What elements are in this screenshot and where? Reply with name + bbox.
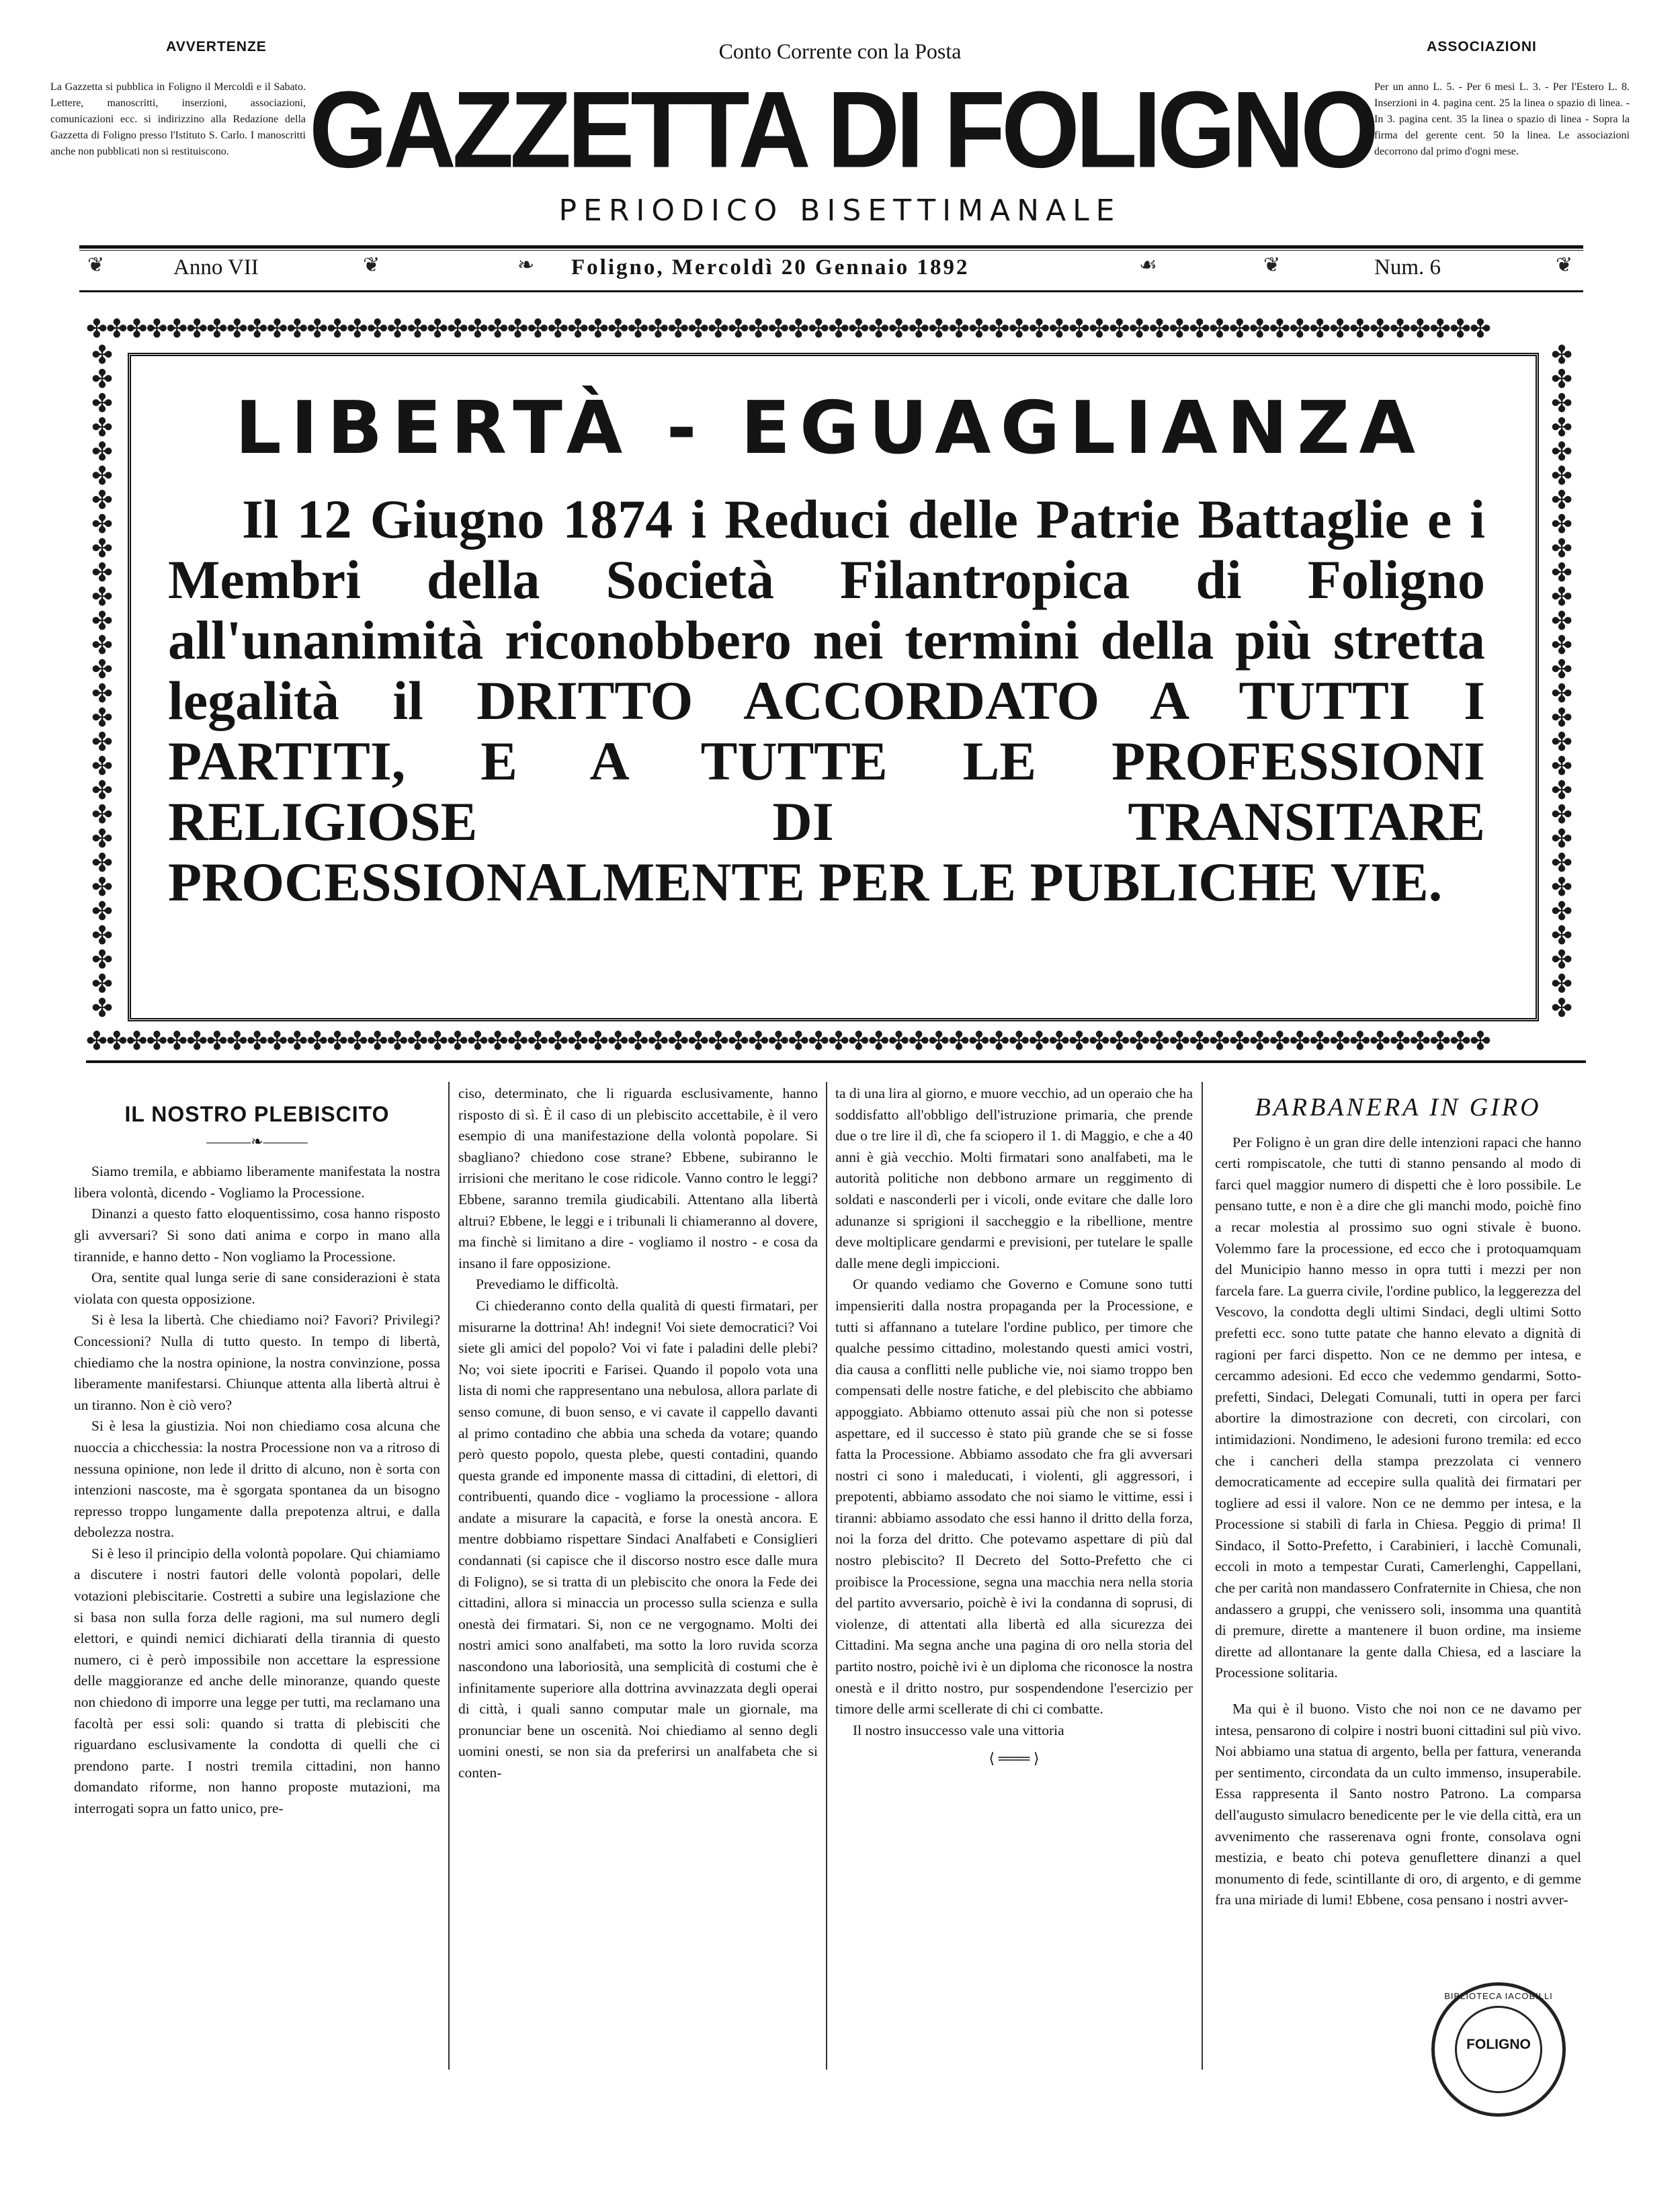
article-paragraph: Il nostro insuccesso vale una vittoria	[853, 1722, 1064, 1738]
article-paragraph: ta di una lira al giorno, e muore vecchio, ad un operaio che ha soddisfatto all'obbligo dell'istruzione primaria, che prende due o tre lire il dì, che fa sciopero il 1. di Maggio, e che a 40 anni è già vecchio. Molti firmatari sono analfabeti, ma le autorità politiche non debbono armare un reggimento di soldati e nasconderli per i vicoli, onde evitare che dalle loro adunanze si sprigioni il saccheggio e la ribellione, mentre deve moltiplicare gendarmi e previsioni, per tutelare le spalle dalle mene degli impiccioni.	[835, 1085, 1193, 1271]
announcement-paragraph: Il 12 Giugno 1874 i Reduci delle Patrie Battaglie e i Membri della Società Filantropica di Foligno all'unanimità riconobbero nei termini della più stretta legalità il DRITTO ACCORDATO A TUTTI I PARTITI, E A TUTTE LE PROFESSIONI RELIGIOSE DI TRANSITARE PROCESSIONALMENTE PER LE PUBLICHE VIE.	[168, 489, 1485, 913]
article-paragraph: Prevediamo le difficoltà.	[476, 1276, 619, 1293]
ornament-icon: ❦	[1556, 253, 1573, 277]
associazioni-heading: ASSOCIAZIONI	[1427, 39, 1537, 54]
article-paragraph: Or quando vediamo che Governo e Comune sono tutti impensieriti dalla nostra propaganda per la Processione, e tutti si affannano a tutelare l'ordine publico, per timore che qualche pessimo cittadino, molestando questi amici vostri, dia causa a conflitti nelle publiche vie, noi siamo troppo ben compensati delle nostre fatiche, e del plebiscito che abbiamo appoggiato. Abbiamo ottenuto assai più che non si potesse aspettare, ed il successo è stato più grande che se si fosse fatta la Processione. Abbiamo assodato che fra gli avversari nostri ci sono i maleducati, i violenti, gli aggressori, i prepotenti, abbiamo assodato che noi siamo le vittime, essi i tiranni: abbiamo assodato che essi hanno il dritto della forza, noi la forza del dritto. Che potevamo aspettare di più dal nostro plebiscito? Il Decreto del Sotto-Prefetto che ci proibisce la Processione, segna una macchia nera nella storia del partito avversario, poichè è ivi la condanna di soprusi, di violenze, di attentati alla libertà ed alla sicurezza dei Cittadini. Ma segna anche una pagina di oro nella storia del partito nostro, poichè ivi è un diploma che riconosce la nostra onestà e il dritto nostro, pur sospendendone l'esercizio per timore delle armi scellerate di chi ci combatte.	[835, 1276, 1193, 1718]
masthead-rule-thin	[79, 250, 1583, 251]
announcement-text	[168, 489, 1485, 980]
masthead-rule-top	[79, 245, 1583, 249]
masthead-subtitle: PERIODICO BISETTIMANALE	[558, 194, 1122, 228]
column-divider	[1202, 1082, 1203, 2070]
dateline-date: Foligno, Mercoldì 20 Gennaio 1892	[571, 255, 970, 280]
article-paragraph: ciso, determinato, che li riguarda esclusivamente, hanno risposto di sì. È il caso di un plebiscito accettabile, è il vero esempio di una manifestazione della volontà popolare. Si sbagliano? chiedono cose strane? Ebbene, subiranno le irrisioni che meritano le cose ridicole. Vanno contro le leggi? Ebbene, saranno tremila giudicabili. Attentano alla libertà altrui? Ebbene, le leggi e i tribunali li chiameranno al dovere, ma finchè si limitano a dire - vogliamo il nostro - e cosa da insano il fare opposizione.	[458, 1085, 818, 1271]
column-divider	[826, 1082, 827, 2070]
article-paragraph: Si è lesa la libertà. Che chiediamo noi? Favori? Privilegi? Concessioni? Nulla di tutto questo. In tempo di libertà, chiediamo che la nostra opinione, la nostra convinzione, possa liberamente manifestarsi. Chiunque attenta alla libertà altrui è un tiranno. Non è ciò vero?	[74, 1312, 440, 1413]
avvertenze-text: La Gazzetta si pubblica in Foligno il Mercoldì e il Sabato. Lettere, manoscritti, inserzioni, associazioni, comunicazioni ecc. si indirizzino alla Redazione della Gazzetta di Foligno presso l'Istituto S. Carlo. I manoscritti anche non pubblicati non si restituiscono.	[50, 81, 306, 157]
ornament-icon: ❦	[363, 253, 380, 277]
column-divider	[448, 1082, 450, 2070]
ornament-icon: ☙	[1139, 253, 1157, 277]
article-paragraph: Ora, sentite qual lunga serie di sane considerazioni è stata violata con questa opposizione.	[74, 1269, 440, 1307]
ornament-icon: ❦	[87, 253, 105, 277]
decorative-border-left: ✤✤✤✤✤✤✤✤✤✤✤✤✤✤✤✤✤✤✤✤✤✤✤✤✤✤✤✤	[91, 343, 113, 1023]
article-paragraph: Ci chiederanno conto della qualità di questi firmatari, per misurarne la dottrina! Ah! indegni! Voi siete democratici? Voi siete gli amici del popolo? Voi vi fate i paladini delle plebi? No; voi siete ipocriti e Farisei. Quando il popolo vota una lista di nomi che rappresentano una nebulosa, allora parlate di senso comune, di buon senso, e vi cavate il cappello davanti al primo contadino che abbia una scheda da votare; quando però questo popolo, questa plebe, questi contadini, quando questa grande ed imponente massa di cittadini, di elettori, di contribuenti, quando dice - vogliamo la processione - allora andate a misurare la capacità, e forse la onestà ancora. E mentre dobbiamo rispettare Sindaci Analfabeti e Consiglieri condannati (si capisce che il discorso nostro esce dalle mura di Foligno), se si tratta di un plebiscito che onora la Fede dei cittadini, allora si minaccia un processo sulla scienza e sulla onestà dei firmatari. Si, non ce ne vergognamo. Molti dei nostri amici sono analfabeti, ma sotto la loro ruvida scorza nascondono una laboriosità, una semplicità di costumi che è infinitamente superiore alla dottrina avvinazzata degli operai di città, i quali sanno computar male un giornale, ma pronunciar bene un oscenità. Noi chiediamo al senno degli uomini onesti, se non sia da preferirsi un analfabeta che si conten-	[458, 1297, 818, 1781]
article-title: IL NOSTRO PLEBISCITO	[124, 1102, 390, 1126]
decorative-border-top: ✤✤✤✤✤✤✤✤✤✤✤✤✤✤✤✤✤✤✤✤✤✤✤✤✤✤✤✤✤✤✤✤✤✤✤✤✤✤✤✤✤✤✤✤✤✤✤✤✤✤✤✤✤✤✤✤✤✤✤✤✤✤✤✤✤✤✤✤✤✤	[86, 316, 1490, 341]
announcement-title: LIBERTÀ - EGUAGLIANZA	[235, 386, 1425, 470]
article-title: BARBANERA IN GIRO	[1255, 1093, 1542, 1122]
article-paragraph: Dinanzi a questo fatto eloquentissimo, cosa hanno risposto gli avversari? Si sono dati anima e corpo in mano alla tirannide, e hanno detto - Non vogliamo la Processione.	[74, 1205, 440, 1265]
article-paragraph: Si è leso il principio della volontà popolare. Qui chiamiamo a discutere i nostri fautori delle volontà popolari, delle votazioni plebiscitarie. Costretti a subire una legislazione che si basa non sulla forza delle ragioni, ma sul numero degli elettori, e quindi nemici dichiarati della tirannia di questo numero, ci è però impossibile non accettare la espressione delle maggioranze ed anche delle minoranze, quando queste non chiedono di imporre una legge per tutti, ma reclamano una facoltà per essi soli: quando si tratta di plebisciti che riguardano esclusivamente la condotta di quelli che ci prendono parte. I nostri tremila cittadini, non hanno domandato riforme, non hanno proposte mutazioni, ma interrogati sopra un fatto unico, pre-	[74, 1545, 440, 1816]
article-column-2	[458, 1083, 818, 2058]
avvertenze-heading: AVVERTENZE	[166, 39, 267, 54]
ornament-icon: ❧	[517, 253, 535, 277]
article-paragraph: Si è lesa la giustizia. Noi non chiediamo cosa alcuna che nuoccia a chicchessia: la nostra Processione non va a ritroso di nessuna opinione, non lede il dritto di alcuno, non è sorta con intenzioni nascoste, ma è sgorgata spontanea da un bisogno represso troppo lungamente dalla prepotenza altrui, e dalla debolezza nostra.	[74, 1418, 440, 1541]
masthead-title: GAZZETTA DI FOLIGNO	[309, 68, 1375, 191]
section-rule	[86, 1060, 1586, 1063]
article-column-1	[74, 1085, 440, 2060]
article-column-3	[835, 1083, 1193, 2058]
library-stamp	[1431, 1982, 1566, 2117]
associazioni-text: Per un anno L. 5. - Per 6 mesi L. 3. - Per l'Estero L. 8. Inserzioni in 4. pagina cent. 25 la linea o spazio di linea. - In 3. pagina cent. 35 la linea o spazio di linea - Sopra la firma del gerente cent. 50 la linea. Le associazioni decorrono dal primo d'ogni mese.	[1374, 81, 1630, 157]
article-paragraph: Ma qui è il buono. Visto che noi non ce ne davamo per intesa, pensarono di colpire i nostri buoni cittadini sul più vivo. Noi abbiamo una statua di argento, bella per fattura, veneranda per sentimento, circondata da un culto immenso, insuperabile. Essa rappresenta il Santo nostro Patrono. La comparsa dell'augusto simulacro benedicente per le vie della città, era un avvenimento che rasserenava ogni fronte, consolava ogni mestizia, e beato chi poteva genuflettere dinanzi a quel monumento di fede, scintillante di oro, di argento, e di gemme fra una miriade di lumi! Ebbene, cosa pensano i nostri avver-	[1215, 1701, 1581, 1908]
masthead-top-line: Conto Corrente con la Posta	[718, 39, 962, 63]
title-ornament-icon: ―――❧―――	[206, 1132, 308, 1150]
article-paragraph: Siamo tremila, e abbiamo liberamente manifestata la nostra libera volontà, dicendo - Vogliamo la Processione.	[74, 1163, 440, 1201]
end-ornament-icon: ⟨ ═══ ⟩	[989, 1750, 1040, 1767]
library-stamp-ring-text: BIBLIOTECA IACOBILLI	[1444, 1991, 1553, 2001]
dateline-number: Num. 6	[1374, 255, 1441, 280]
dateline-rule	[79, 290, 1583, 292]
library-stamp-center: FOLIGNO	[1466, 2037, 1531, 2052]
ornament-icon: ❦	[1263, 253, 1281, 277]
decorative-border-right: ✤✤✤✤✤✤✤✤✤✤✤✤✤✤✤✤✤✤✤✤✤✤✤✤✤✤✤✤	[1551, 343, 1572, 1023]
decorative-border-bottom: ✤✤✤✤✤✤✤✤✤✤✤✤✤✤✤✤✤✤✤✤✤✤✤✤✤✤✤✤✤✤✤✤✤✤✤✤✤✤✤✤✤✤✤✤✤✤✤✤✤✤✤✤✤✤✤✤✤✤✤✤✤✤✤✤✤✤✤✤✤✤	[86, 1028, 1490, 1054]
article-column-4	[1215, 1085, 1581, 2060]
dateline-year: Anno VII	[173, 255, 259, 280]
article-paragraph: Per Foligno è un gran dire delle intenzioni rapaci che hanno certi rompiscatole, che tutti di stanno pensando al modo di farci quel maggior numero di dispetti che è loro possibile. Le pensano tutte, e non è a dire che gli manchi modo, poichè fino a recar molestia al prossimo suo ogni stivale è buono. Volemmo fare la processione, ed ecco che i protoquamquam del Municipio hanno messo in opra tutti i mezzi per non farcela fare. La guerra civile, l'ordine publico, la leggerezza del Vescovo, la condotta degli ultimi Sindaci, degli ultimi Sotto prefetti ecc. sono tutte patate che hanno elevato a dignità di ragioni per farci dispetto. Non ce ne demmo per intesa, e cercammo adesioni. Ed ecco che vedemmo gendarmi, Sotto-prefetti, Sindaci, Delegati Comunali, tutti in opera per farci abortire la dimostrazione con decreti, con circolari, con intimidazioni. Nondimeno, le adesioni furono tremila: ed ecco che i cancheri della stampa prezzolata ci vennero democraticamente ad eccepire sulla qualità dei firmatari per togliere ad essi il valore. Non ce ne demmo per intesa, e la Processione si stabilì di farla in Chiesa. Peggio di prima! Il Sindaco, il Sotto-Prefetto, i Carabinieri, i lacchè Comunali, eccoli in moto a tempestar Curati, Camerlenghi, Cappellani, che per carità non mandassero Confraternite in Chiesa, che non andassero a gruppi, che venissero soli, insomma una quantità di premure, dirette a mantenere il buon ordine, ma insieme dirette ad allontanare la gente dalla Chiesa, ed a lasciare la Processione solitaria.	[1215, 1134, 1581, 1681]
